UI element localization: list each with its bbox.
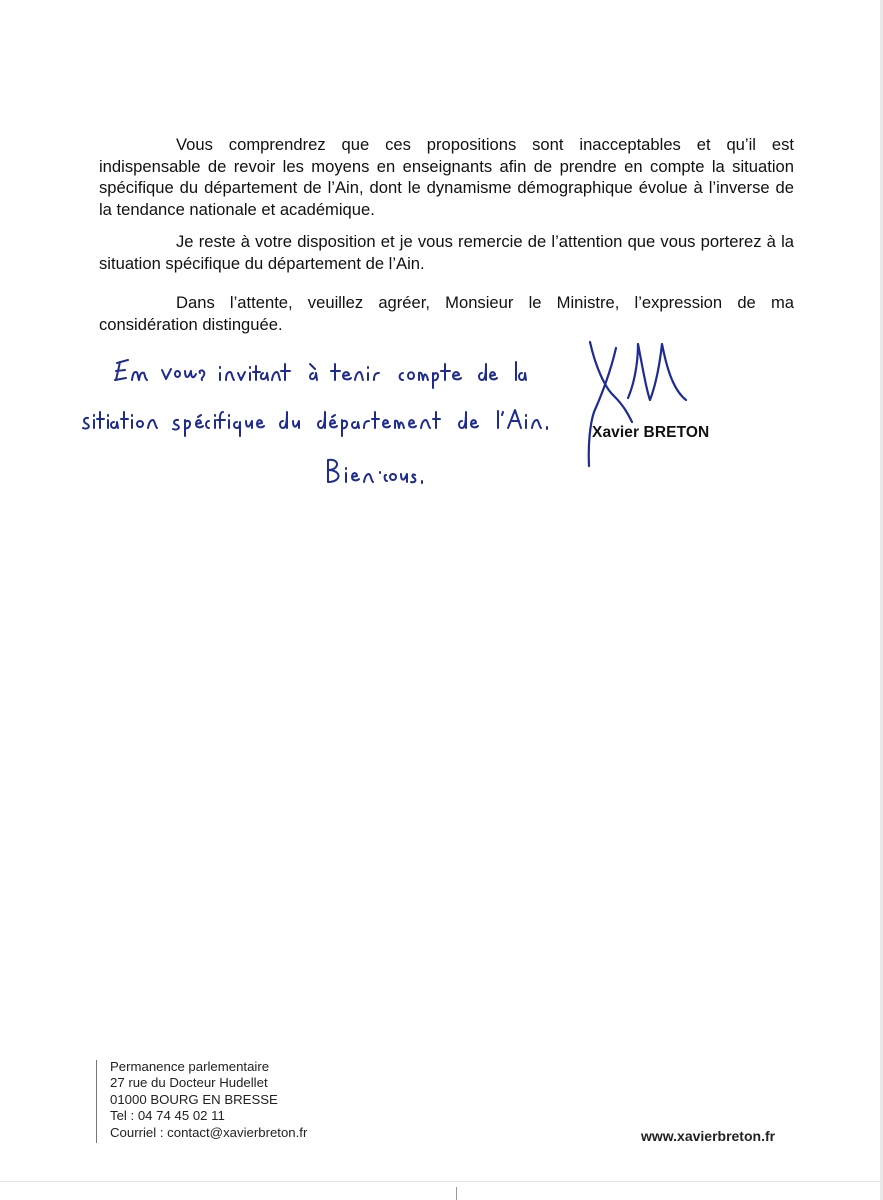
signature-image xyxy=(576,334,706,474)
page-bottom-rule xyxy=(0,1181,883,1182)
page-center-mark xyxy=(456,1187,457,1200)
address-line: 01000 BOURG EN BRESSE xyxy=(110,1091,278,1107)
footer-divider xyxy=(96,1060,97,1143)
email-line: Courriel : contact@xavierbreton.fr xyxy=(110,1124,308,1140)
address-line: 27 rue du Docteur Hudellet xyxy=(110,1075,268,1091)
paragraph-text: Dans l’attente, veuillez agréer, Monsieur le Ministre, l’expression de ma considération distinguée. xyxy=(99,293,794,334)
paragraph-text: Je reste à votre disposition et je vous remercie de l’attention que vous porterez à la situation spécifique du département de l’Ain. xyxy=(99,232,794,273)
paragraph-text: Vous comprendrez que ces propositions sont inacceptables et qu’il est indispensable de revoir les moyens en enseignants afin de prendre en compte la situation spécifique du département de l’Ain, dont le dynamisme démographique évolue à l’inverse de la tendance nationale et académique. xyxy=(99,135,794,219)
signer-name: Xavier BRETON xyxy=(592,424,710,441)
website-link[interactable]: www.xavierbreton.fr xyxy=(641,1128,776,1144)
letter-paragraph xyxy=(99,134,794,220)
handwritten-note xyxy=(70,340,570,500)
letter-paragraph xyxy=(99,231,794,274)
letter-paragraph xyxy=(99,292,794,335)
phone-line: Tel : 04 74 45 02 11 xyxy=(110,1108,225,1124)
footer-address xyxy=(110,1059,307,1141)
address-line: Permanence parlementaire xyxy=(110,1059,270,1074)
